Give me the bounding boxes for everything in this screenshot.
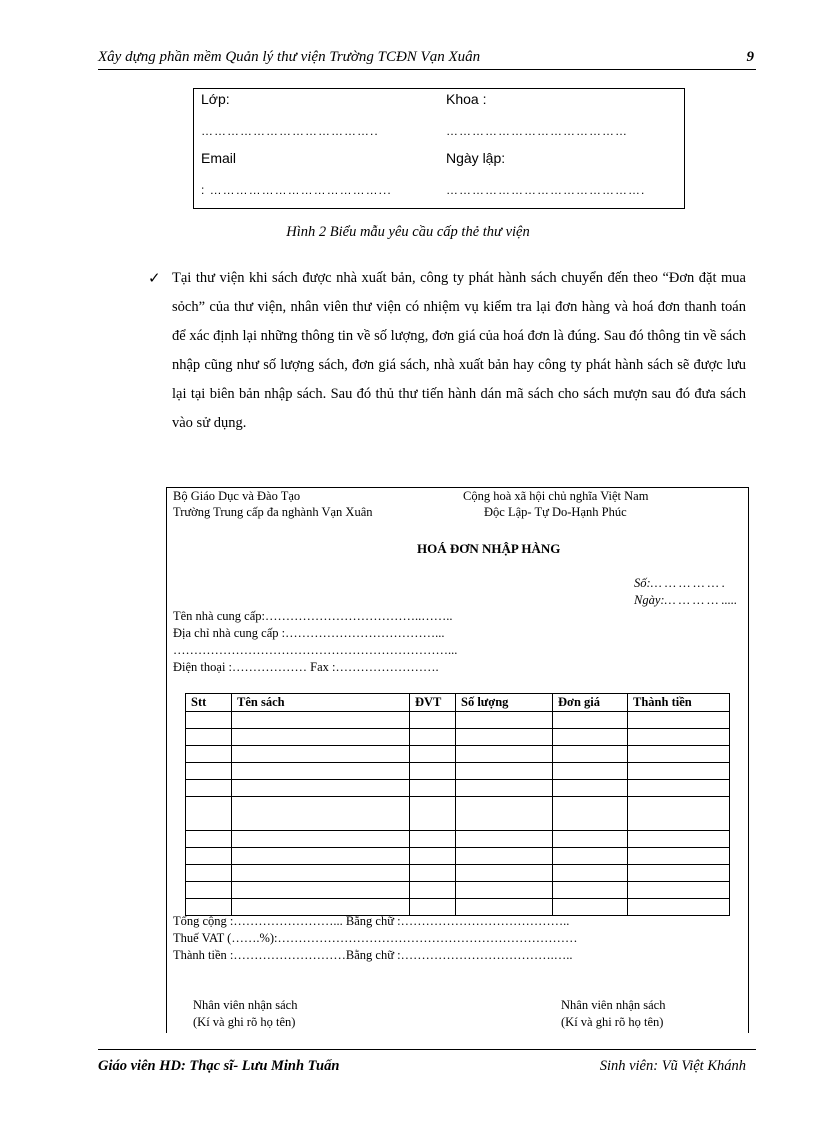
class-dots: ………………………………….. (201, 124, 379, 138)
body-paragraph: Tại thư viện khi sách được nhà xuất bản, công ty phát hành sách chuyển đến theo “Đơn đặt mua sỏch” của thư viện, nhân viên thư viện có nhiệm vụ kiểm tra lại đơn hàng và hoá đơn thanh toán để xác định lại những thông tin về số lượng, đơn giá của hoá đơn là đúng. Sau đó thông tin về sách nhập cũng như số lượng sách, đơn giá sách, nhà xuất bản hay công ty phát hành sách sẽ được lưu lại tại biên bản nhập sách. Sau đó thủ thư tiến hành dán mã sách cho sách mượn sau đó đưa sách vào sử dụng. (172, 270, 746, 431)
page-number: 9 (746, 49, 754, 65)
import-invoice-form (166, 487, 749, 1033)
advisor-name: Giáo viên HD: Thạc sĩ- Lưu Minh Tuấn (98, 1058, 340, 1074)
receiver-left-title: Nhân viên nhận sách (193, 998, 298, 1012)
table-row (186, 763, 730, 780)
column-header: Thành tiền (628, 694, 730, 712)
table-row (186, 848, 730, 865)
student-name: Sinh viên: Vũ Việt Khánh (599, 1058, 746, 1074)
email-label: Email (201, 150, 237, 166)
school-name: Trường Trung cấp đa nghành Vạn Xuân (173, 505, 373, 519)
check-icon: ✓ (148, 269, 161, 287)
amount-line: Thành tiền :………………………Bằng chữ :……………………………….….. (173, 948, 573, 962)
column-header: Tên sách (232, 694, 410, 712)
national-motto: Độc Lập- Tự Do-Hạnh Phúc (484, 505, 627, 519)
vat-line: Thuế VAT (…….%):……………………………………………………………… (173, 931, 578, 945)
table-row (186, 712, 730, 729)
table-row (186, 746, 730, 763)
goods-table (185, 693, 730, 916)
document-title: Xây dựng phần mềm Quản lý thư viện Trường TCĐN Vạn Xuân (98, 49, 481, 65)
faculty-dots: …………………………………… (446, 124, 628, 138)
column-header: ĐVT (410, 694, 456, 712)
supplier-address-continued: …………………………………………………………... (173, 643, 458, 657)
library-card-form (193, 88, 685, 209)
page-header (98, 48, 756, 70)
page-footer (98, 1049, 756, 1074)
table-header-row (186, 694, 730, 712)
column-header: Stt (186, 694, 232, 712)
date-dots: ………………………………………. (446, 183, 646, 197)
class-label: Lớp: (201, 91, 230, 107)
invoice-date: Ngày:… … … … ..... (634, 593, 738, 607)
receiver-right-sign: (Kí và ghi rõ họ tên) (561, 1015, 664, 1029)
supplier-address: Địa chỉ nhà cung cấp :………………………………... (173, 626, 445, 640)
column-header: Đơn giá (553, 694, 628, 712)
table-row (186, 882, 730, 899)
table-row (186, 780, 730, 797)
receiver-right-title: Nhân viên nhận sách (561, 998, 666, 1012)
email-dots: : …………………………………... (201, 183, 392, 197)
republic-name: Cộng hoà xã hội chủ nghĩa Việt Nam (463, 489, 649, 503)
total-line: Tổng cộng :……………………... Bằng chữ :………………………………….. (173, 914, 570, 928)
figure-caption: Hình 2 Biểu mẫu yêu cầu cấp thẻ thư viện (286, 224, 530, 240)
invoice-title: HOÁ ĐƠN NHẬP HÀNG (417, 541, 561, 556)
table-row (186, 831, 730, 848)
table-row (186, 729, 730, 746)
invoice-number: Số:… … … … … . (634, 576, 725, 590)
receiver-left-sign: (Kí và ghi rõ họ tên) (193, 1015, 296, 1029)
supplier-name: Tên nhà cung cấp:………………………………..…….. (173, 609, 453, 623)
table-row (186, 865, 730, 882)
ministry-name: Bộ Giáo Dục và Đào Tạo (173, 489, 301, 503)
column-header: Số lượng (456, 694, 553, 712)
date-label: Ngày lập: (446, 150, 506, 166)
faculty-label: Khoa : (446, 91, 487, 107)
table-row (186, 899, 730, 916)
phone-fax: Điện thoại :……………… Fax :……………………. (173, 660, 439, 674)
table-row (186, 797, 730, 831)
